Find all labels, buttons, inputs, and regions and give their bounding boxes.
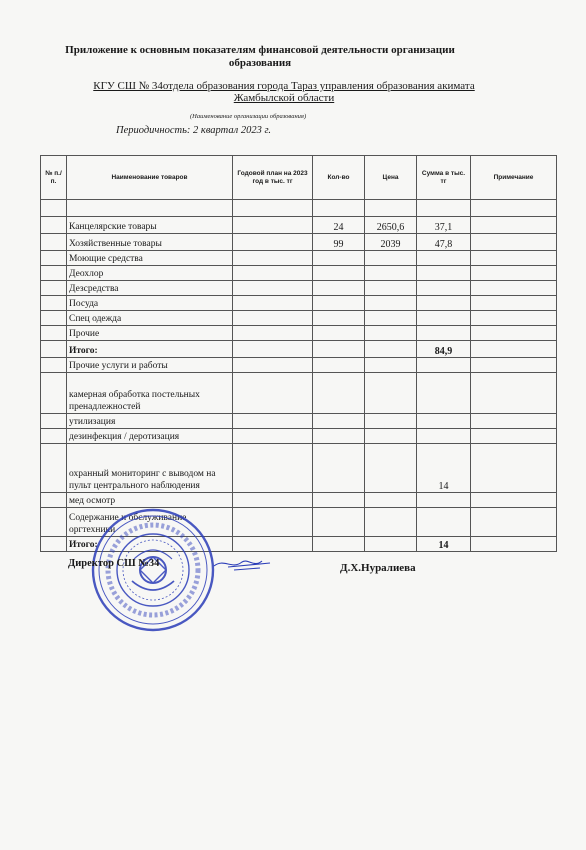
row-number	[41, 414, 67, 429]
note-cell	[471, 311, 557, 326]
quantity-cell	[313, 281, 365, 296]
plan-cell	[233, 429, 313, 444]
quantity-cell	[313, 429, 365, 444]
plan-cell	[233, 493, 313, 508]
table-row	[41, 296, 557, 311]
price-cell	[365, 508, 417, 537]
plan-cell	[233, 251, 313, 266]
table-row	[41, 358, 557, 373]
table-row	[41, 493, 557, 508]
official-stamp	[90, 507, 216, 633]
item-name: Деохлор	[67, 266, 233, 281]
note-cell	[471, 429, 557, 444]
sum-cell	[417, 373, 471, 414]
price-cell	[365, 251, 417, 266]
item-name: Дезсредства	[67, 281, 233, 296]
sum-cell	[417, 311, 471, 326]
sum-cell	[417, 281, 471, 296]
table-row	[41, 200, 557, 217]
table-row	[41, 251, 557, 266]
column-header-note: Примечание	[471, 156, 557, 200]
row-number	[41, 444, 67, 493]
table-row	[41, 326, 557, 341]
item-name: Моющие средства	[67, 251, 233, 266]
table-row	[41, 311, 557, 326]
row-number	[41, 251, 67, 266]
column-header-sum: Сумма в тыс. тг	[417, 156, 471, 200]
note-cell	[471, 358, 557, 373]
table-row	[41, 234, 557, 251]
quantity-cell	[313, 444, 365, 493]
sum-cell	[417, 251, 471, 266]
table-row	[41, 444, 557, 493]
item-name: Прочие услуги и работы	[67, 358, 233, 373]
plan-cell	[233, 414, 313, 429]
row-number	[41, 508, 67, 537]
quantity-cell	[313, 508, 365, 537]
director-signature	[210, 552, 280, 574]
price-cell: 2650,6	[365, 217, 417, 234]
quantity-cell: 99	[313, 234, 365, 251]
table-row	[41, 266, 557, 281]
plan-cell	[233, 266, 313, 281]
item-name: Хозяйственные товары	[67, 234, 233, 251]
plan-cell	[233, 296, 313, 311]
sum-cell	[417, 296, 471, 311]
item-name: Канцелярские товары	[67, 217, 233, 234]
row-number	[41, 493, 67, 508]
sum-cell	[417, 200, 471, 217]
table-row	[41, 373, 557, 414]
price-cell	[365, 326, 417, 341]
sum-cell: 14	[417, 537, 471, 552]
note-cell	[471, 296, 557, 311]
row-number	[41, 296, 67, 311]
periodicity: Периодичность: 2 квартал 2023 г.	[116, 125, 272, 136]
price-cell	[365, 493, 417, 508]
row-number	[41, 373, 67, 414]
note-cell	[471, 414, 557, 429]
note-cell	[471, 234, 557, 251]
note-cell	[471, 281, 557, 296]
price-cell	[365, 296, 417, 311]
price-cell: 2039	[365, 234, 417, 251]
plan-cell	[233, 281, 313, 296]
note-cell	[471, 373, 557, 414]
table-row	[41, 281, 557, 296]
row-number	[41, 429, 67, 444]
price-cell	[365, 200, 417, 217]
item-name: охранный мониторинг с выводом на пульт центрального наблюдения	[67, 444, 233, 493]
item-name: Содержание и обслуживание оргтехники	[67, 508, 233, 537]
item-name: дезинфекция / деротизация	[67, 429, 233, 444]
sum-cell: 37,1	[417, 217, 471, 234]
row-number	[41, 217, 67, 234]
price-cell	[365, 373, 417, 414]
director-title: Директор СШ №34	[68, 558, 160, 569]
column-header-plan: Годовой план на 2023 год в тыс. тг	[233, 156, 313, 200]
organization-caption: (Наименование организации образования)	[190, 113, 307, 120]
column-header-name: Наименование товаров	[67, 156, 233, 200]
report-table	[40, 155, 557, 552]
note-cell	[471, 266, 557, 281]
plan-cell	[233, 358, 313, 373]
quantity-cell	[313, 537, 365, 552]
row-number	[41, 341, 67, 358]
row-number	[41, 326, 67, 341]
item-name: утилизация	[67, 414, 233, 429]
plan-cell	[233, 200, 313, 217]
sum-cell	[417, 493, 471, 508]
row-number	[41, 266, 67, 281]
sum-cell: 84,9	[417, 341, 471, 358]
item-name: Итого:	[67, 341, 233, 358]
price-cell	[365, 266, 417, 281]
sum-cell	[417, 414, 471, 429]
plan-cell	[233, 444, 313, 493]
sum-cell	[417, 358, 471, 373]
price-cell	[365, 358, 417, 373]
quantity-cell	[313, 296, 365, 311]
plan-cell	[233, 508, 313, 537]
plan-cell	[233, 311, 313, 326]
price-cell	[365, 281, 417, 296]
organization-name: КГУ СШ № 34отдела образования города Тараз управления образования акимата Жамбылской области	[93, 80, 475, 104]
table-header-row	[41, 156, 557, 200]
plan-cell	[233, 537, 313, 552]
page-title: Приложение к основным показателям финансовой деятельности организации образования	[65, 44, 455, 69]
column-header-price: Цена	[365, 156, 417, 200]
quantity-cell: 24	[313, 217, 365, 234]
item-name: Прочие	[67, 326, 233, 341]
item-name: Итого:	[67, 537, 233, 552]
quantity-cell	[313, 311, 365, 326]
quantity-cell	[313, 373, 365, 414]
quantity-cell	[313, 341, 365, 358]
table-row	[41, 414, 557, 429]
column-header-num: № п./п.	[41, 156, 67, 200]
note-cell	[471, 537, 557, 552]
item-name: мед осмотр	[67, 493, 233, 508]
price-cell	[365, 429, 417, 444]
price-cell	[365, 341, 417, 358]
note-cell	[471, 341, 557, 358]
sum-cell	[417, 266, 471, 281]
sum-cell: 47,8	[417, 234, 471, 251]
item-name: Посуда	[67, 296, 233, 311]
quantity-cell	[313, 414, 365, 429]
item-name: Спец одежда	[67, 311, 233, 326]
table-row	[41, 341, 557, 358]
row-number	[41, 281, 67, 296]
note-cell	[471, 493, 557, 508]
note-cell	[471, 200, 557, 217]
row-number	[41, 200, 67, 217]
table-row	[41, 217, 557, 234]
note-cell	[471, 326, 557, 341]
row-number	[41, 311, 67, 326]
price-cell	[365, 414, 417, 429]
sum-cell: 14	[417, 444, 471, 493]
plan-cell	[233, 217, 313, 234]
row-number	[41, 234, 67, 251]
quantity-cell	[313, 266, 365, 281]
row-number	[41, 537, 67, 552]
note-cell	[471, 217, 557, 234]
row-number	[41, 358, 67, 373]
quantity-cell	[313, 493, 365, 508]
quantity-cell	[313, 251, 365, 266]
plan-cell	[233, 373, 313, 414]
price-cell	[365, 537, 417, 552]
item-name: камерная обработка постельных пренадлежностей	[67, 373, 233, 414]
column-header-qty: Кол-во	[313, 156, 365, 200]
plan-cell	[233, 341, 313, 358]
note-cell	[471, 251, 557, 266]
plan-cell	[233, 326, 313, 341]
price-cell	[365, 444, 417, 493]
quantity-cell	[313, 200, 365, 217]
plan-cell	[233, 234, 313, 251]
item-name	[67, 200, 233, 217]
sum-cell	[417, 508, 471, 537]
table-row	[41, 429, 557, 444]
quantity-cell	[313, 326, 365, 341]
price-cell	[365, 311, 417, 326]
note-cell	[471, 444, 557, 493]
sum-cell	[417, 326, 471, 341]
director-name: Д.Х.Нуралиева	[340, 562, 416, 574]
quantity-cell	[313, 358, 365, 373]
sum-cell	[417, 429, 471, 444]
note-cell	[471, 508, 557, 537]
